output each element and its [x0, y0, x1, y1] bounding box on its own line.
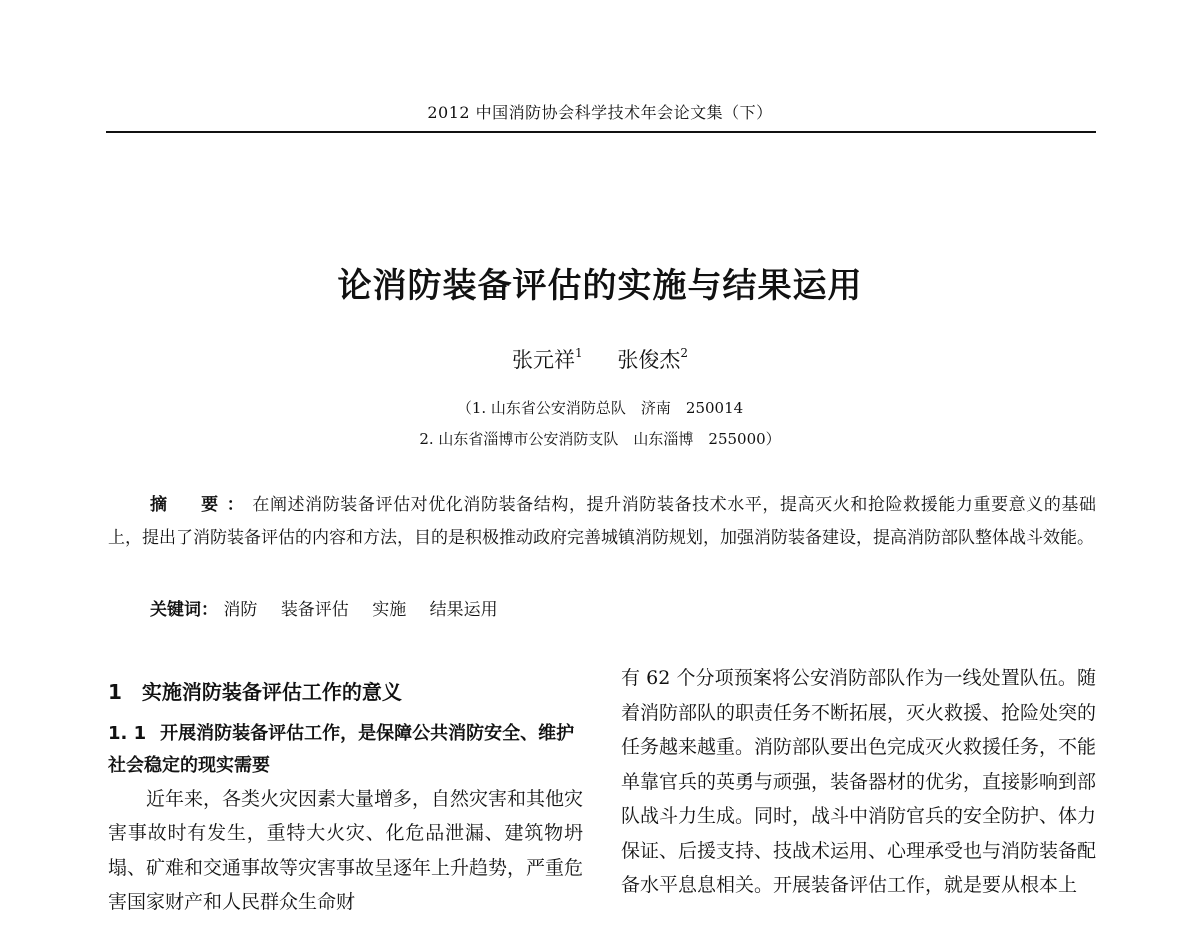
- abstract-text: 在阐述消防装备评估对优化消防装备结构，提升消防装备技术水平，提高灭火和抢险救援能力重要意义的基础上，提出了消防装备评估的内容和方法，目的是积极推动政府完善城镇消防规划，加强消防装备建设，提高消防部队整体战斗效能。: [108, 495, 1097, 548]
- keyword: 结果运用: [429, 600, 498, 620]
- abstract: [108, 489, 1096, 555]
- author-affiliation-mark: 1: [575, 346, 583, 360]
- affiliation-1: （1. 山东省公安消防总队 济南 250014: [456, 399, 744, 417]
- section-heading: [108, 675, 583, 710]
- subsection-heading: [108, 718, 583, 782]
- author-affiliation-mark: 2: [680, 346, 688, 360]
- left-column: [108, 661, 583, 920]
- right-column: [621, 661, 1096, 903]
- subsection-number: 1. 1: [108, 722, 147, 744]
- header-rule: [106, 131, 1096, 133]
- keywords: [150, 595, 516, 620]
- subsection-title: 开展消防装备评估工作，是保障公共消防安全、维护社会稳定的现实需要: [108, 722, 575, 776]
- author-list: [0, 344, 1200, 374]
- author-2: [617, 348, 688, 372]
- section-number: 1: [108, 680, 122, 704]
- article-title: 论消防装备评估的实施与结果运用: [337, 266, 863, 306]
- keyword: 消防: [223, 600, 258, 620]
- keywords-label: 关键词：: [150, 600, 218, 620]
- body-paragraph: 有 62 个分项预案将公安消防部队作为一线处置队伍。随着消防部队的职责任务不断拓展，灭火救援、抢险处突的任务越来越重。消防部队要出色完成灭火救援任务，不能单靠官兵的英勇与顽强，装备器材的优劣，直接影响到部队战斗力生成。同时，战斗中消防官兵的安全防护、体力保证、后援支持、技战术运用、心理承受也与消防装备配备水平息息相关。开展装备评估工作，就是要从根本上: [621, 667, 1097, 896]
- abstract-label: 摘 要：: [150, 495, 253, 515]
- author-name: 张元祥: [512, 348, 576, 372]
- author-name: 张俊杰: [617, 348, 681, 372]
- affiliation-2: 2. 山东省淄博市公安消防支队 山东淄博 255000）: [419, 430, 781, 448]
- body-paragraph: 近年来，各类火灾因素大量增多，自然灾害和其他灾害事故时有发生，重特大火灾、化危品泄漏、建筑物坍塌、矿难和交通事故等灾害事故呈逐年上升趋势，严重危害国家财产和人民群众生命财: [108, 787, 584, 913]
- keyword: 装备评估: [280, 600, 349, 620]
- author-1: [512, 348, 583, 372]
- keyword: 实施: [372, 600, 407, 620]
- running-header: 2012 中国消防协会科学技术年会论文集（下）: [427, 103, 773, 122]
- section-title: 实施消防装备评估工作的意义: [141, 680, 402, 704]
